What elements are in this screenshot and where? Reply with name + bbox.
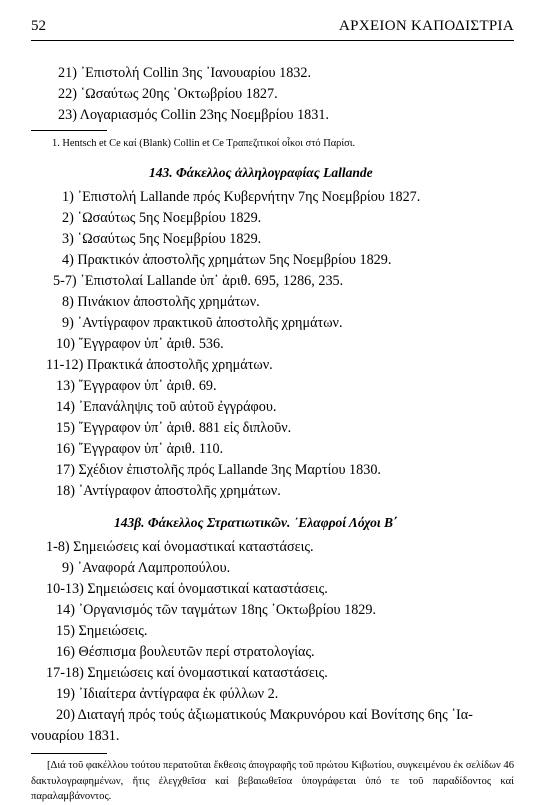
list-item: 10) ῎Εγγραφον ὑπ᾿ ἀριθ. 536.	[56, 336, 224, 352]
list-item-continuation: νουαρίου 1831.	[31, 728, 120, 744]
section-heading: 143β. Φάκελλος Στρατιωτικῶν. ᾿Ελαφροί Λόχοι Β΄	[114, 515, 398, 530]
closing-note-rule	[31, 753, 107, 754]
list-item: 22) ῾Ωσαύτως 20ης ᾿Οκτωβρίου 1827.	[58, 86, 278, 102]
list-item: 19) ᾿Ιδιαίτερα ἀντίγραφα ἐκ φύλλων 2.	[56, 686, 279, 702]
list-item: 18) ᾿Αντίγραφον ἀποστολῆς χρημάτων.	[56, 483, 281, 499]
list-item: 20) Διαταγή πρός τούς ἀξιωματικούς Μακρυνόρου καί Βονίτσης 6ης ᾿Ια-	[56, 707, 473, 723]
section-heading: 143. Φάκελλος ἀλληλογραφίας Lallande	[149, 165, 373, 180]
list-item: 16) Θέσπισμα βουλευτῶν περί στρατολογίας.	[56, 644, 315, 660]
list-item: 1) ᾿Επιστολή Lallande πρός Κυβερνήτην 7ης Νοεμβρίου 1827.	[62, 189, 421, 205]
list-item: 16) ῎Εγγραφον ὑπ᾿ ἀριθ. 110.	[56, 441, 224, 457]
closing-note	[31, 758, 514, 805]
list-item: 4) Πρακτικόν ἀποστολῆς χρημάτων 5ης Νοεμβρίου 1829.	[62, 252, 392, 268]
list-item: 9) ᾿Αντίγραφον πρακτικοῦ ἀποστολῆς χρημάτων.	[62, 315, 343, 331]
list-item: 8) Πινάκιον ἀποστολῆς χρημάτων.	[62, 294, 260, 310]
list-item: 1-8) Σημειώσεις καί ὀνομαστικαί καταστάσεις.	[46, 539, 314, 555]
list-item: 11-12) Πρακτικά ἀποστολῆς χρημάτων.	[46, 357, 273, 373]
footnote-rule	[31, 130, 107, 131]
list-item: 15) ῎Εγγραφον ὑπ᾿ ἀριθ. 881 εἰς διπλοῦν.	[56, 420, 292, 436]
list-item: 14) ᾿Επανάληψις τοῦ αὐτοῦ ἐγγράφου.	[56, 399, 277, 415]
list-item: 3) ῾Ωσαύτως 5ης Νοεμβρίου 1829.	[62, 231, 262, 247]
list-item: 15) Σημειώσεις.	[56, 623, 148, 639]
header-rule	[31, 40, 514, 41]
list-item: 14) ᾿Οργανισμός τῶν ταγμάτων 18ης ᾿Οκτωβρίου 1829.	[56, 602, 377, 618]
list-item: 17-18) Σημειώσεις καί ὀνομαστικαί καταστάσεις.	[46, 665, 328, 681]
list-item: 21) ᾿Επιστολή Collin 3ης ᾿Ιανουαρίου 1832.	[58, 65, 312, 81]
list-item: 9) ᾿Αναφορά Λαμπροπούλου.	[62, 560, 231, 576]
page-header	[31, 18, 514, 38]
page-number: 52	[31, 18, 46, 34]
list-item: 17) Σχέδιον ἐπιστολῆς πρός Lallande 3ης Μαρτίου 1830.	[56, 462, 381, 478]
list-item: 23) Λογαριασμός Collin 23ης Νοεμβρίου 1831.	[58, 107, 330, 123]
running-title: ΑΡΧΕΙΟΝ ΚΑΠΟΔΙΣΤΡΙΑ	[339, 18, 514, 34]
footnote: 1. Hentsch et Ce καί (Blank) Collin et Ce Τραπεζιτικοί οἶκοι στό Παρίσι.	[52, 138, 356, 149]
list-item: 2) ῾Ωσαύτως 5ης Νοεμβρίου 1829.	[62, 210, 262, 226]
list-item: 5-7) ᾿Επιστολαί Lallande ὑπ᾿ ἀριθ. 695, 1286, 235.	[53, 273, 344, 289]
list-item: 13) ῎Εγγραφον ὑπ᾿ ἀριθ. 69.	[56, 378, 217, 394]
closing-note-paragraph: [Διά τοῦ φακέλλου τούτου περατοῦται ἔκθεσις ἀπογραφῆς τοῦ πρώτου Κιβωτίου, συγκειμένου ἐκ σελίδων 46 δακτυλογραφημένων, ἥτις ἐλεγχθεῖσα καί βεβαιωθεῖσα ὑπογράφεται ὑπό τε τοῦ παραδίδοντος καί παραλαμβάνοντος.	[31, 760, 514, 802]
list-item: 10-13) Σημειώσεις καί ὀνομαστικαί καταστάσεις.	[46, 581, 328, 597]
